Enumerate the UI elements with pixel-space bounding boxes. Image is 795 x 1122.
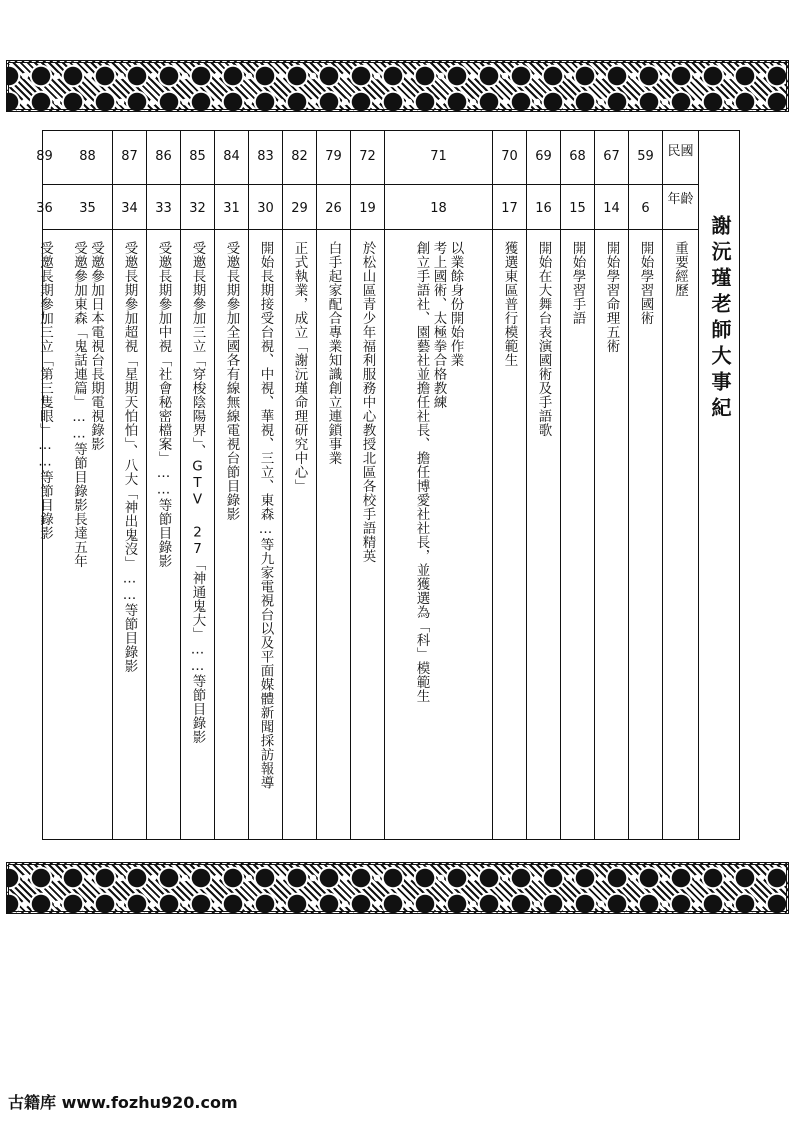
row-event-line: 獲選東區普行模範生 — [501, 241, 518, 367]
row-event-line: 開始學習國術 — [637, 241, 654, 325]
row-year: 72 — [359, 149, 376, 164]
table-row — [215, 131, 249, 839]
row-age: 36 — [36, 201, 53, 216]
row-event-line: 受邀參加東森「鬼話連篇」……等節目錄影長達五年 — [71, 241, 87, 568]
row-age: 26 — [325, 201, 342, 216]
row-event-line: 受邀長期參加超視「星期天怕怕」、八大「神出鬼沒」……等節目錄影 — [121, 241, 138, 674]
row-event-line: 受邀長期參加中視「社會秘密檔案」……等節目錄影 — [155, 241, 172, 568]
row-year: 85 — [189, 149, 206, 164]
row-event-line: 考上國術、太極拳合格教練 — [430, 241, 447, 409]
footer-watermark: 古籍库 www.fozhu920.com — [8, 1093, 238, 1112]
header-age: 年齡 — [667, 192, 694, 207]
row-age: 14 — [603, 201, 620, 216]
table-row — [595, 131, 629, 839]
table-row — [63, 131, 113, 839]
header-event: 重要經歷 — [672, 241, 688, 297]
table-row — [181, 131, 215, 839]
table-row — [147, 131, 181, 839]
table-row — [317, 131, 351, 839]
row-age: 35 — [79, 201, 96, 216]
row-year: 83 — [257, 149, 274, 164]
decorative-border-bottom — [6, 862, 789, 914]
row-year: 71 — [430, 149, 447, 164]
row-age: 34 — [121, 201, 138, 216]
row-age: 32 — [189, 201, 206, 216]
row-year: 84 — [223, 149, 240, 164]
table-row — [629, 131, 663, 839]
decorative-border-top — [6, 60, 789, 112]
table-row — [527, 131, 561, 839]
chronology-table — [36, 130, 740, 840]
row-event-line: 開始學習命理五術 — [603, 241, 620, 353]
table-row — [283, 131, 317, 839]
row-age: 15 — [569, 201, 586, 216]
row-year: 86 — [155, 149, 172, 164]
page-title: 謝沅瑾老師大事紀 — [708, 215, 732, 423]
row-event-line: 受邀長期參加三立「穿梭陰陽界」、GTV 27「神通鬼大」……等節目錄影 — [189, 241, 206, 745]
row-event-line: 以業餘身份開始作業 — [447, 241, 464, 367]
row-age: 31 — [223, 201, 240, 216]
header-column — [663, 131, 699, 839]
row-year: 70 — [501, 149, 518, 164]
row-age: 19 — [359, 201, 376, 216]
row-event-line: 開始學習手語 — [569, 241, 586, 325]
row-year: 79 — [325, 149, 342, 164]
row-year: 89 — [36, 149, 53, 164]
row-age: 16 — [535, 201, 552, 216]
row-age: 29 — [291, 201, 308, 216]
row-event-line: 創立手語社、園藝社並擔任社長、擔任博愛社社長，並獲選為「科」模範生 — [413, 241, 430, 703]
row-age: 33 — [155, 201, 172, 216]
row-event-line: 開始在大舞台表演國術及手語歌 — [535, 241, 552, 437]
table-row — [561, 131, 595, 839]
table-row — [493, 131, 527, 839]
row-year: 87 — [121, 149, 138, 164]
row-event-line: 受邀長期參加全國各有線無線電視台節目錄影 — [223, 241, 240, 521]
row-year: 68 — [569, 149, 586, 164]
row-year: 82 — [291, 149, 308, 164]
row-age: 17 — [501, 201, 518, 216]
row-year: 59 — [637, 149, 654, 164]
table-row — [249, 131, 283, 839]
row-year: 88 — [79, 149, 96, 164]
row-age: 6 — [641, 201, 650, 216]
table-row — [351, 131, 385, 839]
table-row — [26, 131, 63, 839]
table-row — [113, 131, 147, 839]
row-event-line: 正式執業，成立「謝沅瑾命理研究中心」 — [291, 241, 308, 493]
row-age: 18 — [430, 201, 447, 216]
row-year: 67 — [603, 149, 620, 164]
table-row — [385, 131, 493, 839]
row-event-line: 白手起家配合專業知識創立連鎖事業 — [325, 241, 342, 465]
row-event-line: 開始長期接受台視、中視、華視、三立、東森…等九家電視台以及平面媒體新聞採訪報導 — [257, 241, 274, 790]
row-age: 30 — [257, 201, 274, 216]
header-year: 民國 — [667, 144, 694, 159]
row-event-line: 受邀參加日本電視台長期電視錄影 — [88, 241, 104, 451]
row-event-line: 於松山區青少年福利服務中心教授北區各校手語精英 — [359, 241, 376, 563]
row-event-line: 受邀長期參加三立「第三隻眼」……等節目錄影 — [37, 241, 53, 540]
row-year: 69 — [535, 149, 552, 164]
